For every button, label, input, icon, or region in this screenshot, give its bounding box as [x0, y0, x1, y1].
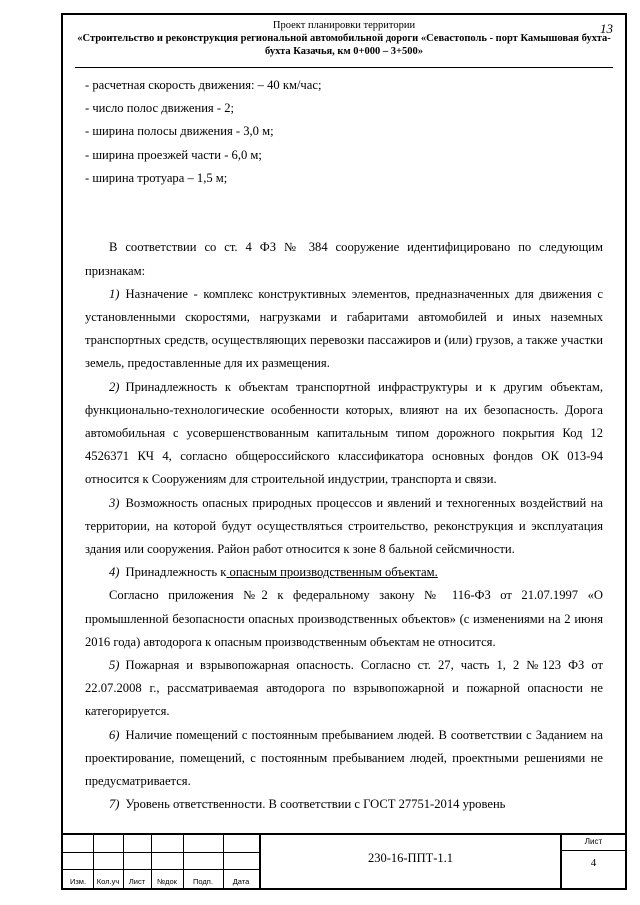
- item-1-text: Назначение - комплекс конструктивных элементов, предназначенных для движения с установленными скоростями, нагрузками и габаритами автомобилей и иных наземных транспортных средств, осуществляющих перевозки пассажиров и (или) грузов, а также участки земель, предоставленные для их размещения.: [85, 286, 603, 371]
- header-divider: [75, 67, 613, 68]
- intro-paragraph: В соответствии со ст. 4 ФЗ № 384 сооружение идентифицировано по следующим признакам:: [85, 240, 603, 278]
- item-7-text: Уровень ответственности. В соответствии с ГОСТ 27751-2014 уровень: [125, 797, 506, 812]
- title-block: [63, 833, 625, 888]
- item-1: [85, 283, 603, 376]
- item-3: [85, 492, 603, 562]
- stamp-col-ndok: №док: [157, 877, 177, 886]
- stamp-col-kolvo: Кол.уч: [96, 877, 120, 886]
- stamp-col-data: Дата: [232, 877, 250, 886]
- stamp-col-list: Лист: [128, 877, 146, 886]
- item-5: [85, 654, 603, 724]
- page-number: 13: [600, 21, 613, 36]
- item-6-text: Наличие помещений с постоянным пребыванием людей. В соответствии с Заданием на проектирование, помещений, с постоянным пребыванием людей, проектными решениями не предусматривается.: [85, 727, 603, 789]
- item-6: [85, 724, 603, 794]
- item-2-text: Принадлежность к объектам транспортной инфраструктуры и к другим объектам, функционально-технологические особенности которых, влияют на их безопасность. Дорога автомобильная с усовершенствованным капитальным типом дорожного покрытия Код 12 4526371 КЧ 4, согласно общероссийского классификатора основных фондов ОК 013-94 относится к Сооружениям для строительной индустрии, транспорта и связи.: [85, 379, 603, 487]
- item-3-number: 3): [109, 495, 120, 510]
- bullet-item: - ширина тротуара – 1,5 м;: [85, 170, 228, 185]
- bullet-item: - ширина проезжей части - 6,0 м;: [85, 147, 262, 162]
- item-5-number: 5): [109, 658, 120, 673]
- item-3-text: Возможность опасных природных процессов и явлений и техногенных воздействий на территории, на которой будут осуществляться строительство, реконструкция и эксплуатация здания или сооружения. Район работ относится к зоне 8 бальной сейсмичности.: [85, 495, 603, 557]
- item-5-text: Пожарная и взрывопожарная опасность. Согласно ст. 27, часть 1, 2 №123 ФЗ от 22.07.2008 г., рассматриваемая автодорога по взрывопожарной и пожарной опасности не категорируется.: [85, 658, 603, 719]
- item-4-link: опасным производственным объектам.: [226, 565, 438, 580]
- item-4-number: 4): [109, 565, 120, 580]
- stamp-col-izm: Изм.: [69, 877, 87, 886]
- document-code: 230-16-ППТ-1.1: [367, 851, 454, 865]
- item-2: [85, 376, 603, 492]
- item-4-text: Принадлежность к: [125, 565, 227, 580]
- item-2-number: 2): [109, 379, 120, 394]
- item-7-number: 7): [109, 797, 120, 812]
- item-6-number: 6): [109, 727, 120, 742]
- sheet-label: Лист: [584, 837, 603, 846]
- document-body: [85, 74, 603, 816]
- stamp-col-podp: Подп.: [193, 877, 213, 886]
- law-paragraph: Согласно приложения №2 к федеральному закону № 116-ФЗ от 21.07.1997 «О промышленной безопасности опасных производственных объектов» (с изменениями на 2 июня 2016 года) автодорога к опасным производственным объектам не относится.: [85, 588, 603, 649]
- project-label: Проект планировки территории: [272, 20, 416, 31]
- item-7: [85, 793, 603, 816]
- page-frame: [61, 13, 627, 890]
- sheet-number: 4: [590, 857, 597, 869]
- bullet-item: - ширина полосы движения - 3,0 м;: [85, 124, 274, 139]
- document-title: «Строительство и реконструкция региональной автомобильной дороги «Севастополь - порт Камышовая бухта-бухта Казачья, км 0+000 – 3+500»: [77, 33, 611, 57]
- item-4: [85, 561, 603, 584]
- bullet-item: - расчетная скорость движения: – 40 км/час;: [85, 78, 322, 92]
- bullet-item: - число полос движения - 2;: [85, 101, 235, 116]
- item-1-number: 1): [109, 286, 120, 301]
